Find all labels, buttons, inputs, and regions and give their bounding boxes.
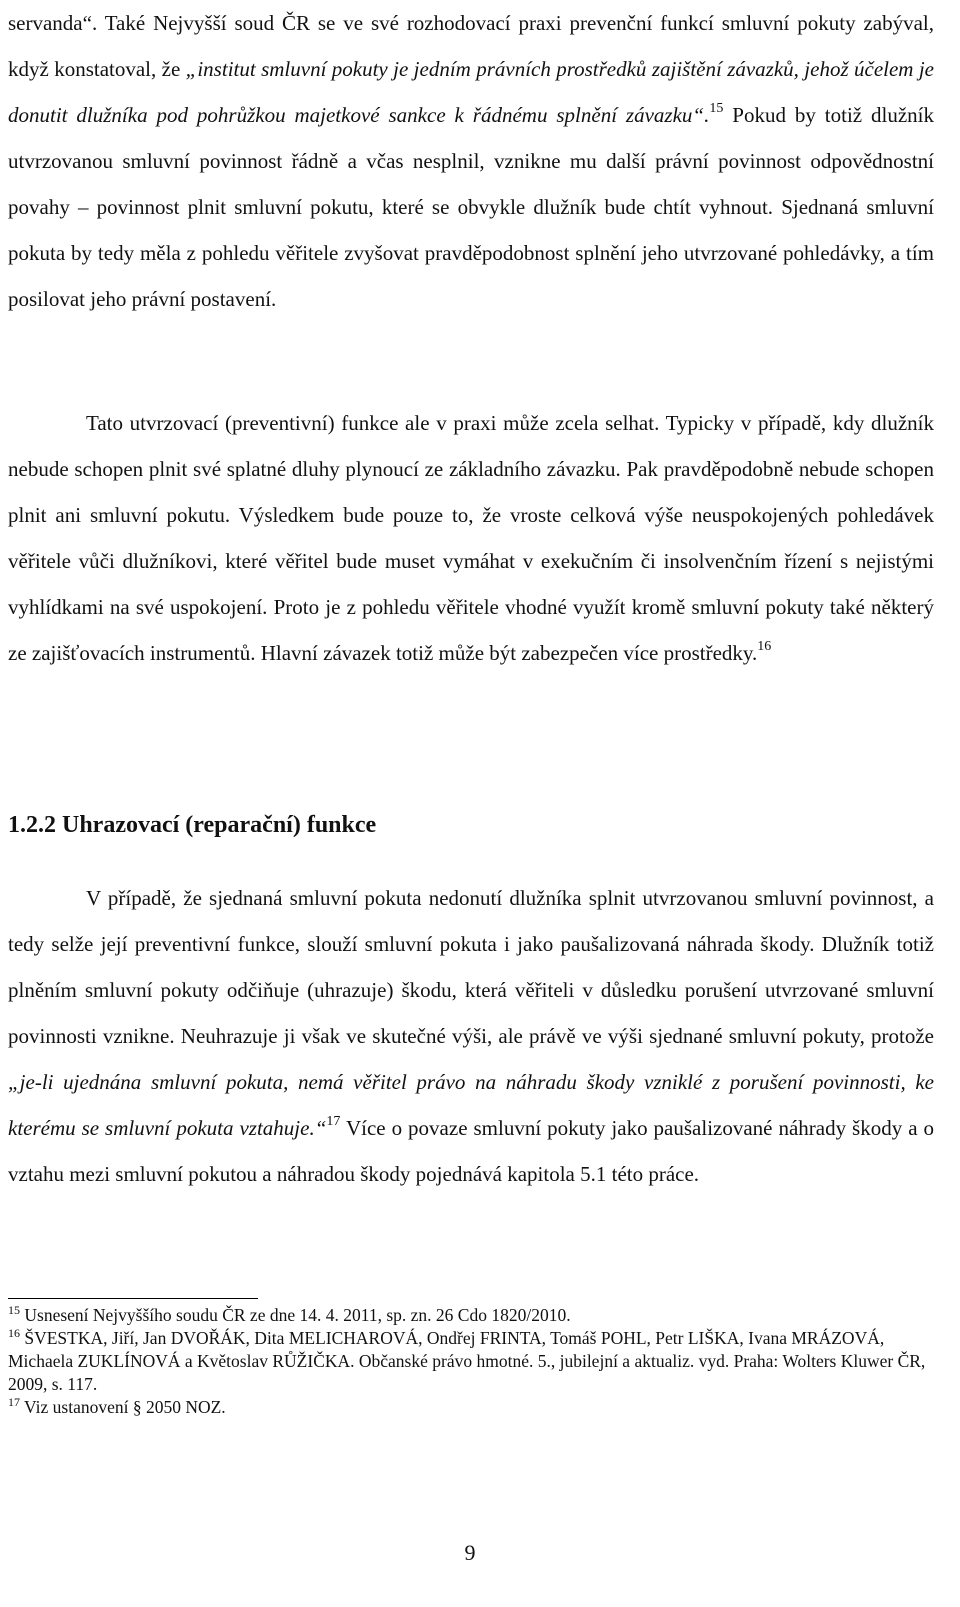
paragraph-3-text-b: Více o povaze smluvní pokuty jako paušalizované náhrady škody a o vztahu mezi smluvní pokutou a náhradou škody pojednává kapitola 5.1 této práce. (8, 1116, 934, 1186)
paragraph-3-text-a: V případě, že sjednaná smluvní pokuta nedonutí dlužníka splnit utvrzovanou smluvní povinnost, a tedy selže její preventivní funkce, slouží smluvní pokuta i jako paušalizovaná náhrada škody. Dlužník totiž plněním smluvní pokuty odčiňuje (uhrazuje) škodu, která věřiteli v důsledku porušení utvrzované smluvní povinnosti vznikne. Neuhrazuje ji však ve skutečné výši, ale právě ve výši sjednané smluvní pokuty, protože (8, 886, 934, 1048)
footnote-number: 15 (8, 1303, 20, 1317)
footnotes (8, 1304, 928, 1419)
court-quote: „institut smluvní pokuty je jedním právních prostředků zajištění závazků, jehož účelem je donutit dlužníka pod pohrůžkou majetkové sankce k řádnému splnění závazku“. (8, 57, 935, 127)
footnote-text: ŠVESTKA, Jiří, Jan DVOŘÁK, Dita MELICHAROVÁ, Ondřej FRINTA, Tomáš POHL, Petr LIŠKA, Ivana MRÁZOVÁ, Michaela ZUKLÍNOVÁ a Květoslav RŮŽIČKA. Občanské právo hmotné. 5., jubilejní a aktualiz. vyd. Praha: Wolters Kluwer ČR, 2009, s. 117. (8, 1328, 926, 1394)
footnote-ref-16[interactable]: 16 (757, 639, 772, 654)
footnote-ref-17[interactable]: 17 (326, 1114, 341, 1129)
footnote-divider (8, 1298, 258, 1299)
footnote-number: 16 (8, 1326, 20, 1340)
paragraph-1-text-b: Pokud by totiž dlužník utvrzovanou smluvní povinnost řádně a včas nesplnil, vznikne mu další právní povinnost odpovědnostní povahy – povinnost plnit smluvní pokutu, které se obvykle dlužník bude chtít vyhnout. Sjednaná smluvní pokuta by tedy měla z pohledu věřitele zvyšovat pravděpodobnost splnění jeho utvrzované pohledávky, a tím posilovat jeho právní postavení. (8, 103, 935, 311)
paragraph-1-text-a: servanda“. Také Nejvyšší soud ČR se ve své rozhodovací praxi prevenční funkcí smluvní pokuty zabýval, když konstatoval, že (8, 11, 934, 81)
section-heading: 1.2.2 Uhrazovací (reparační) funkce (8, 812, 377, 838)
footnote-text: Usnesení Nejvyššího soudu ČR ze dne 14. 4. 2011, sp. zn. 26 Cdo 1820/2010. (20, 1305, 571, 1325)
footnote-ref-15[interactable]: 15 (709, 101, 724, 116)
statute-quote: „je-li ujednána smluvní pokuta, nemá věřitel právo na náhradu škody vzniklé z porušení povinnosti, ke kterému se smluvní pokuta vztahuje.“ (8, 1070, 934, 1140)
paragraph-2-text: Tato utvrzovací (preventivní) funkce ale v praxi může zcela selhat. Typicky v případě, kdy dlužník nebude schopen plnit své splatné dluhy plynoucí ze základního závazku. Pak pravděpodobně nebude schopen plnit ani smluvní pokutu. Výsledkem bude pouze to, že vroste celková výše neuspokojených pohledávek věřitele vůči dlužníkovi, které věřitel bude muset vymáhat v exekučním či insolvenčním řízení s nejistými vyhlídkami na své uspokojení. Proto je z pohledu věřitele vhodné využít kromě smluvní pokuty také některý ze zajišťovacích instrumentů. Hlavní závazek totiž může být zabezpečen více prostředky. (8, 411, 934, 665)
footnote-number: 17 (8, 1395, 20, 1409)
page-number: 9 (464, 1540, 476, 1565)
footnote-text: Viz ustanovení § 2050 NOZ. (20, 1397, 226, 1417)
paragraph-1 (8, 0, 934, 322)
footnote-15 (8, 1304, 928, 1327)
paragraph-2 (8, 400, 934, 676)
footnote-17 (8, 1396, 928, 1419)
paragraph-3 (8, 875, 934, 1197)
footnote-16 (8, 1327, 928, 1396)
